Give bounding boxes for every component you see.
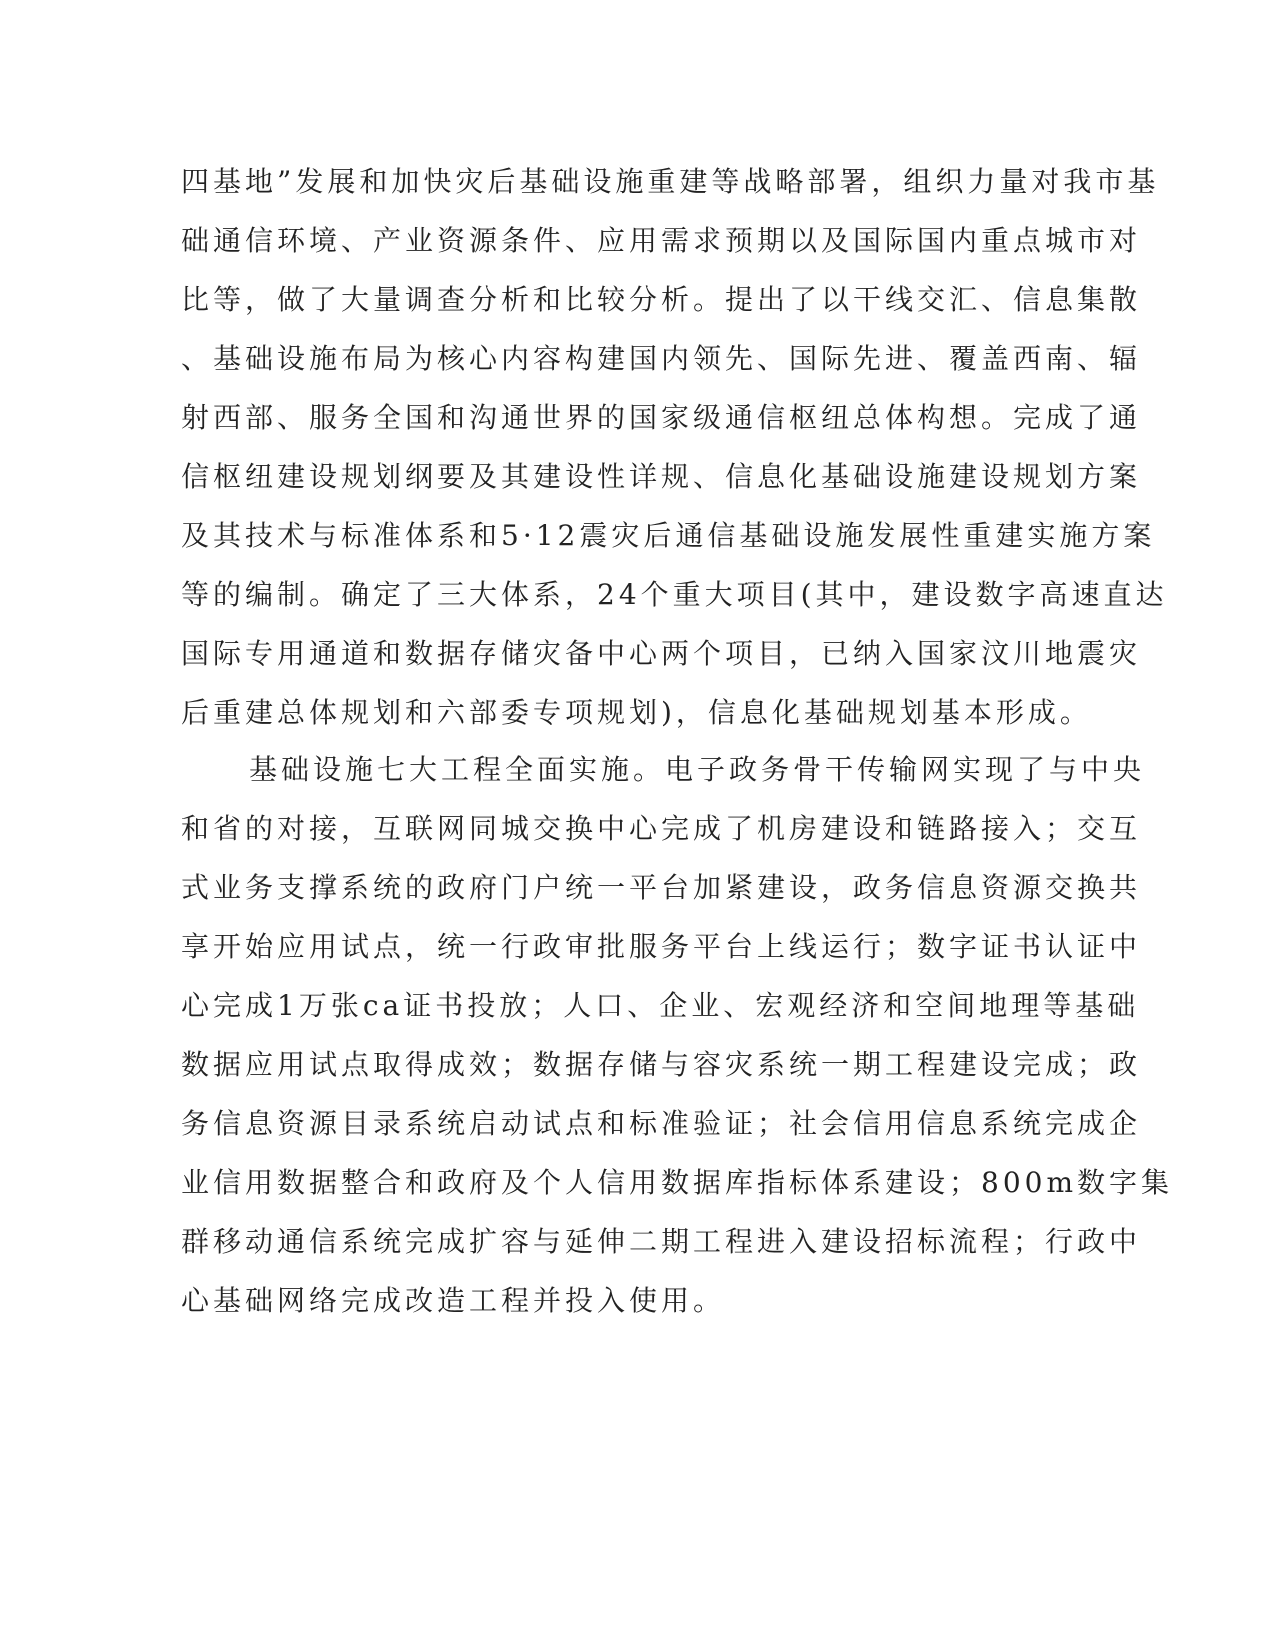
text-line: 享开始应用试点，统一行政审批服务平台上线运行；数字证书认证中 [181,930,1142,963]
text-line: 射西部、服务全国和沟通世界的国家级通信枢纽总体构想。完成了通 [181,401,1142,434]
text-line: 和省的对接，互联网同城交换中心完成了机房建设和链路接入；交互 [181,812,1142,845]
text-line: 业信用数据整合和政府及个人信用数据库指标体系建设；800m数字集 [181,1166,1173,1199]
text-line: 四基地”发展和加快灾后基础设施重建等战略部署，组织力量对我市基 [181,165,1160,198]
text-line: 群移动通信系统完成扩容与延伸二期工程进入建设招标流程；行政中 [181,1225,1142,1258]
text-line: 国际专用通道和数据存储灾备中心两个项目，已纳入国家汶川地震灾 [181,637,1142,670]
text-line: 心基础网络完成改造工程并投入使用。 [181,1284,726,1317]
text-line: 信枢纽建设规划纲要及其建设性详规、信息化基础设施建设规划方案 [181,460,1142,493]
paragraph-2 [181,740,1173,1330]
text-line: 务信息资源目录系统启动试点和标准验证；社会信用信息系统完成企 [181,1107,1142,1140]
text-line: 后重建总体规划和六部委专项规划)，信息化基础规划基本形成。 [181,696,1092,729]
text-line: 心完成1万张ca证书投放；人口、企业、宏观经济和空间地理等基础 [181,989,1140,1022]
paragraph-1 [181,152,1168,742]
text-line: 式业务支撑系统的政府门户统一平台加紧建设，政务信息资源交换共 [181,871,1142,904]
text-line: 及其技术与标准体系和5·12震灾后通信基础设施发展性重建实施方案 [181,519,1156,552]
text-line: 比等，做了大量调查分析和比较分析。提出了以干线交汇、信息集散 [181,283,1142,316]
text-line: 等的编制。确定了三大体系，24个重大项目(其中，建设数字高速直达 [181,578,1168,611]
text-line: 、基础设施布局为核心内容构建国内领先、国际先进、覆盖西南、辐 [181,342,1142,375]
text-line: 基础设施七大工程全面实施。电子政务骨干传输网实现了与中央 [249,753,1146,786]
text-line: 数据应用试点取得成效；数据存储与容灾系统一期工程建设完成；政 [181,1048,1142,1081]
text-line: 础通信环境、产业资源条件、应用需求预期以及国际国内重点城市对 [181,224,1142,257]
